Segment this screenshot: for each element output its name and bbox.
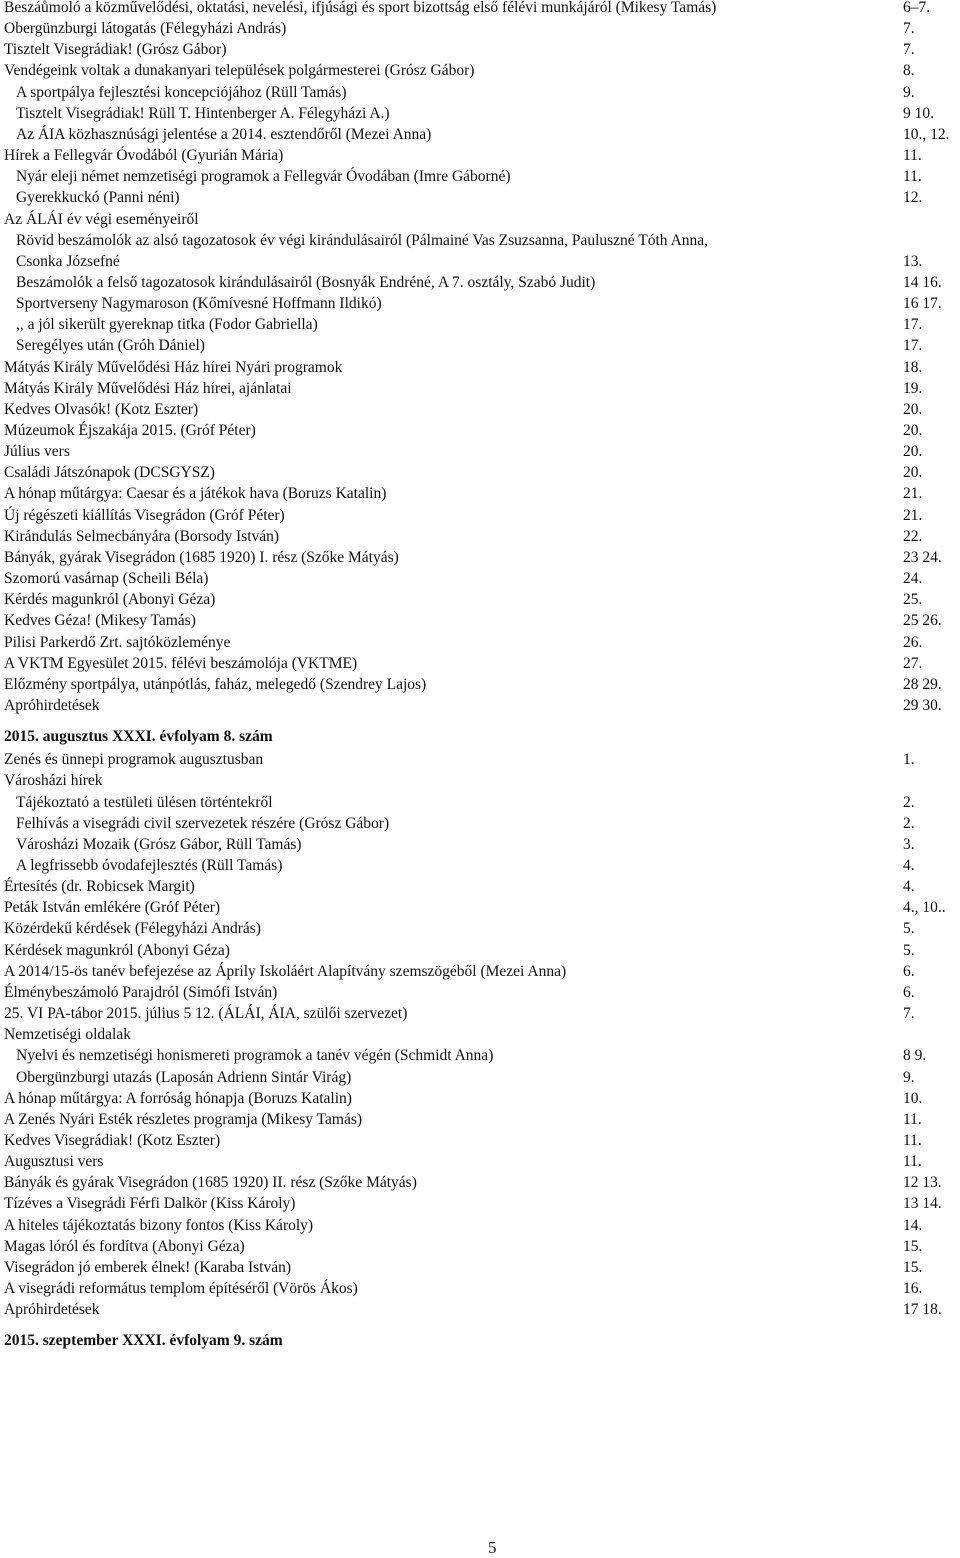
entry-title: A VKTM Egyesület 2015. félévi beszámolója (VKTME) [4,654,358,672]
entry-page: 25. [903,591,923,609]
entry-page: 15. [903,1237,923,1255]
toc-entry [0,568,960,589]
entry-page: 6. [903,983,915,1001]
toc-entry [0,547,960,568]
entry-title: Tízéves a Visegrádi Férfi Dalkör (Kiss Károly) [4,1195,296,1213]
entry-title: ,, a jól sikerült gyereknap titka (Fodor Gabriella) [16,316,318,334]
entry-title: Apróhirdetések [4,696,100,714]
entry-page: 11. [903,168,922,186]
issue-heading: 2015. szeptember XXXI. évfolyam 9. szám [4,1332,283,1350]
entry-page: 27. [903,654,923,672]
toc-entry [0,1109,960,1130]
toc-entry [0,124,960,145]
entry-title: Nyelvi és nemzetiségi honismereti programok a tanév végén (Schmidt Anna) [16,1047,494,1065]
entry-title: Kedves Olvasók! (Kotz Eszter) [4,400,199,418]
toc-entry [0,378,960,399]
toc-entry [0,855,960,876]
entry-page: 12. [903,189,923,207]
entry-title: A visegrádi református templom építéséről (Vörös Ákos) [4,1280,358,1297]
toc-entry [0,876,960,897]
entry-page: 19. [903,379,923,397]
entry-title: Sportverseny Nagymaroson (Kőmívesné Hoffmann Ildikó) [16,295,382,313]
entry-title: A hónap műtárgya: Caesar és a játékok hava (Boruzs Katalin) [4,485,387,503]
toc-entry [0,770,960,791]
toc-entry [0,441,960,462]
entry-title: Obergünzburgi utazás (Laposán Adrienn Sintár Virág) [16,1068,352,1086]
toc-entry [0,1193,960,1214]
entry-page: 13 14. [903,1195,942,1213]
toc-entry [0,813,960,834]
toc-entry [0,1172,960,1193]
entry-title: A Zenés Nyári Esték részletes programja (Mikesy Tamás) [4,1110,363,1128]
entry-page: 17 18. [903,1301,942,1319]
entry-title: Felhívás a visegrádi civil szervezetek részére (Grósz Gábor) [16,814,390,832]
entry-title: A 2014/15-ös tanév befejezése az Áprily Iskoláért Alapítvány szemszögéből (Mezei Anna) [4,962,567,980]
entry-title: Kérdés magunkról (Abonyi Géza) [4,591,216,609]
entry-page: 3. [903,835,915,853]
entry-title: Mátyás Király Művelődési Ház hírei Nyári programok [4,358,343,376]
entry-page: 20. [903,443,923,461]
entry-title: Kedves Visegrádiak! (Kotz Eszter) [4,1131,221,1149]
entry-page: 26. [903,633,923,651]
toc-entry [0,230,960,251]
toc-entry [0,314,960,335]
entry-title: Obergünzburgi látogatás (Félegyházi András) [4,20,287,38]
entry-title: Beszáůmoló a közművelődési, oktatási, nevelési, ifjúsági és sport bizottság első félévi munkájáról (Mikesy Tamás) [4,0,717,16]
toc-entry [0,674,960,695]
page-number: 5 [488,1538,497,1557]
entry-title: Seregélyes után (Gróh Dániel) [16,337,205,355]
entry-title: Pilisi Parkerdő Zrt. sajtóközleménye [4,633,231,651]
entry-page: 17. [903,337,923,355]
toc-entry [0,589,960,610]
issue-heading: 2015. augusztus XXXI. évfolyam 8. szám [4,728,273,746]
entry-title: Bányák és gyárak Visegrádon (1685 1920) II. rész (Szőke Mátyás) [4,1174,417,1192]
toc-entry [0,749,960,770]
entry-title: Gyerekkuckó (Panni néni) [16,189,180,207]
entry-title: Értesítés (dr. Robicsek Margit) [4,878,195,896]
entry-title: Peták István emlékére (Gróf Péter) [4,899,221,917]
entry-title: Tisztelt Visegrádiak! Rüll T. Hintenberger A. Félegyházi A.) [16,104,390,122]
entry-title: Csonka Józsefné [16,252,120,270]
entry-title: 25. VI PA-tábor 2015. július 5 12. (ÁLÁI, ÁIA, szülői szervezet) [4,1005,408,1023]
entry-page: 12 13. [903,1174,942,1192]
entry-page: 16 17. [903,295,942,313]
toc-entry [0,82,960,103]
entry-page: 11. [903,1131,922,1149]
entry-title: Apróhirdetések [4,1301,100,1319]
entry-page: 4. [903,857,915,874]
toc-entry [0,1067,960,1088]
entry-page: 11. [903,147,922,165]
entry-page: 15. [903,1258,923,1276]
entry-page: 7. [903,20,915,38]
toc-entry [0,1045,960,1066]
toc-entry [0,834,960,855]
entry-title: Előzmény sportpálya, utánpótlás, faház, melegedő (Szendrey Lajos) [4,675,427,693]
entry-page: 5. [903,941,915,959]
toc-entry [0,39,960,60]
toc-entry [0,462,960,483]
entry-title: A legfrissebb óvodafejlesztés (Rüll Tamás) [16,857,283,874]
entry-page: 4. [903,878,915,896]
entry-page: 28 29. [903,675,942,693]
toc-entry [0,1151,960,1172]
entry-title: Családi Játszónapok (DCSGYSZ) [4,464,215,482]
entry-title: A hiteles tájékoztatás bizony fontos (Kiss Károly) [4,1216,314,1234]
entry-page: 21. [903,485,923,503]
entry-page: 24. [903,570,923,588]
entry-page: 8. [903,62,915,80]
toc-entry [0,103,960,124]
entry-page: 16. [903,1280,923,1297]
entry-page: 20. [903,400,923,418]
toc-entry [0,483,960,504]
entry-page: 9. [903,83,915,101]
entry-title: Bányák, gyárak Visegrádon (1685 1920) I. rész (Szőke Mátyás) [4,548,399,566]
entry-title: Rövid beszámolók az alsó tagozatosok év végi kirándulásairól (Pálmainé Vas Zsuzsanna, Pauluszné Tóth Anna, [16,231,709,249]
toc-entry [0,1130,960,1151]
toc-entry [0,695,960,716]
toc-entry [0,166,960,187]
entry-title: Szomorú vasárnap (Scheili Béla) [4,570,209,588]
toc-entry [0,940,960,961]
entry-page: 10. [903,1089,923,1107]
entry-page: 13. [903,252,923,270]
entry-title: Városházi Mozaik (Grósz Gábor, Rüll Tamás) [16,835,302,853]
toc-entry [0,1278,960,1299]
toc-entry [0,1257,960,1278]
toc-entry [0,399,960,420]
entry-page: 29 30. [903,696,942,714]
entry-title: Nemzetiségi oldalak [4,1026,131,1044]
entry-title: Az ÁIA közhasznúsági jelentése a 2014. esztendőről (Mezei Anna) [16,125,432,143]
toc-entry [0,653,960,674]
toc-entry [0,982,960,1003]
entry-page: 1. [903,751,915,769]
entry-page: 9 10. [903,104,934,122]
entry-title: Mátyás Király Művelődési Ház hírei, ajánlatai [4,379,292,397]
toc-entry [0,357,960,378]
entry-page: 7. [903,1005,915,1023]
toc-entry [0,187,960,208]
toc-entry [0,918,960,939]
entry-title: Kérdések magunkról (Abonyi Géza) [4,941,230,959]
toc-entry [0,1236,960,1257]
entry-page: 14 16. [903,273,942,291]
entry-page: 6–7. [903,0,931,16]
toc-entry [0,145,960,166]
toc-entry [0,526,960,547]
entry-page: 25 26. [903,612,942,630]
entry-title: Tájékoztató a testületi ülésen történtekről [16,793,273,811]
toc-entry [0,792,960,813]
entry-title: Magas lóról és fordítva (Abonyi Géza) [4,1237,245,1255]
entry-page: 14. [903,1216,923,1234]
toc-entry [0,505,960,526]
entry-title: Hírek a Fellegvár Óvodából (Gyurián Mária) [4,147,284,165]
toc-entry [0,610,960,631]
entry-page: 7. [903,41,915,59]
toc-entry [0,1215,960,1236]
entry-title: Kedves Géza! (Mikesy Tamás) [4,612,196,630]
entry-title: A hónap műtárgya: A forróság hónapja (Boruzs Katalin) [4,1089,352,1107]
entry-page: 20. [903,422,923,439]
toc-entry [0,1024,960,1045]
toc-entry [0,60,960,81]
entry-title: Nyár eleji német nemzetiségi programok a Fellegvár Óvodában (Imre Gáborné) [16,168,511,186]
toc-entry [0,335,960,356]
toc-entry [0,251,960,272]
entry-page: 18. [903,358,923,376]
entry-title: Tisztelt Visegrádiak! (Grósz Gábor) [4,41,227,59]
entry-page: 10., 12. [903,125,950,143]
entry-title: Közérdekű kérdések (Félegyházi András) [4,920,261,938]
entry-title: Élménybeszámoló Parajdról (Simófi István) [4,983,278,1001]
entry-title: Múzeumok Éjszakája 2015. (Gróf Péter) [4,422,256,439]
entry-page: 20. [903,464,923,482]
entry-title: Városházi hírek [4,772,103,790]
entry-title: Visegrádon jó emberek élnek! (Karaba István) [4,1258,291,1276]
toc-entry [0,1003,960,1024]
toc-entry [0,420,960,441]
entry-page: 23 24. [903,548,942,566]
entry-page: 2. [903,814,915,832]
toc-entry [0,0,960,18]
entry-title: Beszámolók a felső tagozatosok kirándulásairól (Bosnyák Endréné, A 7. osztály, Szabó Judit) [16,273,596,291]
entry-page: 22. [903,527,923,545]
toc-entry [0,961,960,982]
entry-page: 11. [903,1110,922,1128]
entry-title: Az ÁLÁI év végi eseményeiről [4,210,199,228]
toc-entry [0,209,960,230]
toc-entry [0,18,960,39]
entry-title: Zenés és ünnepi programok augusztusban [4,751,264,769]
entry-title: Kirándulás Selmecbányára (Borsody István) [4,527,280,545]
entry-page: 6. [903,962,915,980]
entry-page: 21. [903,506,923,524]
toc-entry [0,1299,960,1320]
toc-entry [0,897,960,918]
entry-page: 17. [903,316,923,334]
entry-page: 8 9. [903,1047,927,1065]
entry-title: Vendégeink voltak a dunakanyari települések polgármesterei (Grósz Gábor) [4,62,475,80]
toc-entry [0,272,960,293]
entry-page: 4., 10.. [903,899,946,917]
entry-title: A sportpálya fejlesztési koncepciójához (Rüll Tamás) [16,83,347,101]
toc-entry [0,632,960,653]
entry-page: 2. [903,793,915,811]
entry-title: Augusztusi vers [4,1153,104,1171]
entry-title: Július vers [4,443,70,461]
toc-entry [0,293,960,314]
entry-page: 5. [903,920,915,938]
entry-title: Új régészeti kiállítás Visegrádon (Gróf Péter) [4,506,285,524]
toc-entry [0,1088,960,1109]
entry-page: 11. [903,1153,922,1171]
entry-page: 9. [903,1068,915,1086]
